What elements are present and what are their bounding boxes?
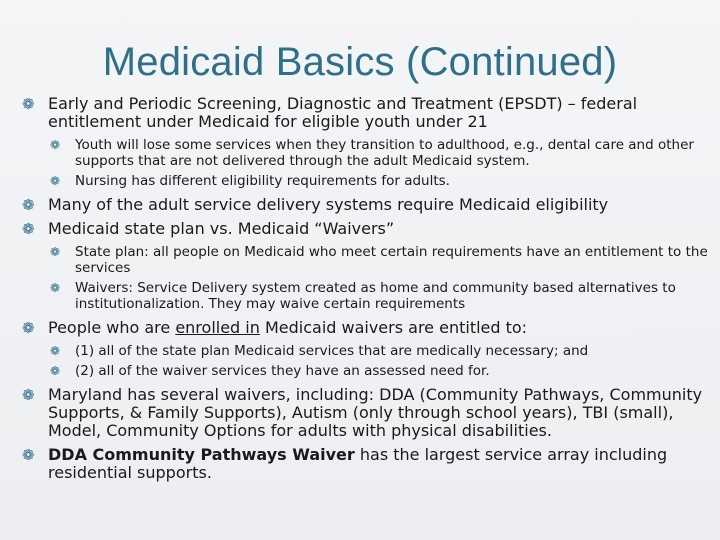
- underlined-enrolled-in: enrolled in: [175, 318, 260, 337]
- bullet-dda-pathways: [10, 446, 710, 482]
- bullet-adult-systems: [10, 196, 710, 214]
- flower-bullet-icon: ❁: [22, 95, 35, 113]
- sub-bullet-waivers: [10, 280, 710, 312]
- bullet-text: Early and Periodic Screening, Diagnostic and Treatment (EPSDT) – federal entitlement under Medicaid for eligible youth under 21: [48, 94, 638, 131]
- flower-bullet-icon: ❁: [22, 446, 35, 464]
- flower-bullet-icon: ❁: [50, 364, 61, 378]
- sub-bullet-text: State plan: all people on Medicaid who meet certain requirements have an entitlement to the services: [75, 244, 708, 276]
- flower-bullet-icon: ❁: [50, 281, 61, 295]
- sub-bullet-text: Youth will lose some services when they transition to adulthood, e.g., dental care and other supports that are not delivered through the adult Medicaid system.: [75, 137, 694, 169]
- bullet-text: has the largest service array including residential supports.: [48, 445, 668, 482]
- flower-bullet-icon: ❁: [50, 245, 61, 259]
- slide-title: Medicaid Basics (Continued): [102, 40, 618, 84]
- flower-bullet-icon: ❁: [22, 196, 35, 214]
- sub-bullet-state-plan-services: [10, 343, 710, 359]
- sub-bullet-text: (1) all of the state plan Medicaid services that are medically necessary; and: [75, 343, 589, 359]
- sub-bullet-state-plan: [10, 244, 710, 276]
- bold-dda-pathways: DDA Community Pathways Waiver: [48, 445, 355, 464]
- sub-bullet-waiver-services: [10, 363, 710, 379]
- sub-bullet-youth-services: [10, 137, 710, 169]
- flower-bullet-icon: ❁: [22, 319, 35, 337]
- sub-bullet-nursing: [10, 173, 710, 189]
- slide-content: [10, 95, 710, 488]
- flower-bullet-icon: ❁: [22, 220, 35, 238]
- flower-bullet-icon: ❁: [22, 386, 35, 404]
- flower-bullet-icon: ❁: [50, 344, 61, 358]
- bullet-text: Medicaid state plan vs. Medicaid “Waivers”: [48, 219, 395, 238]
- sub-bullet-text: Nursing has different eligibility requirements for adults.: [75, 173, 450, 189]
- bullet-text: Many of the adult service delivery systems require Medicaid eligibility: [48, 195, 609, 214]
- bullet-enrolled-entitlements: [10, 319, 710, 337]
- bullet-maryland-waivers: [10, 386, 710, 440]
- flower-bullet-icon: ❁: [50, 138, 61, 152]
- bullet-text-pre: People who are: [48, 318, 176, 337]
- bullet-epsdt: [10, 95, 710, 131]
- sub-bullet-text: (2) all of the waiver services they have an assessed need for.: [75, 363, 490, 379]
- sub-bullet-text: Waivers: Service Delivery system created as home and community based alternatives to institutionalization. They may waive certain requirements: [75, 280, 676, 312]
- bullet-text-post: Medicaid waivers are entitled to:: [259, 318, 528, 337]
- bullet-text: Maryland has several waivers, including: DDA (Community Pathways, Community Supports, & Family Supports), Autism (only through school years), TBI (small), Model, Community Options for adults with physical disabilities.: [48, 385, 703, 440]
- flower-bullet-icon: ❁: [50, 174, 61, 188]
- bullet-state-plan-vs-waivers: [10, 220, 710, 238]
